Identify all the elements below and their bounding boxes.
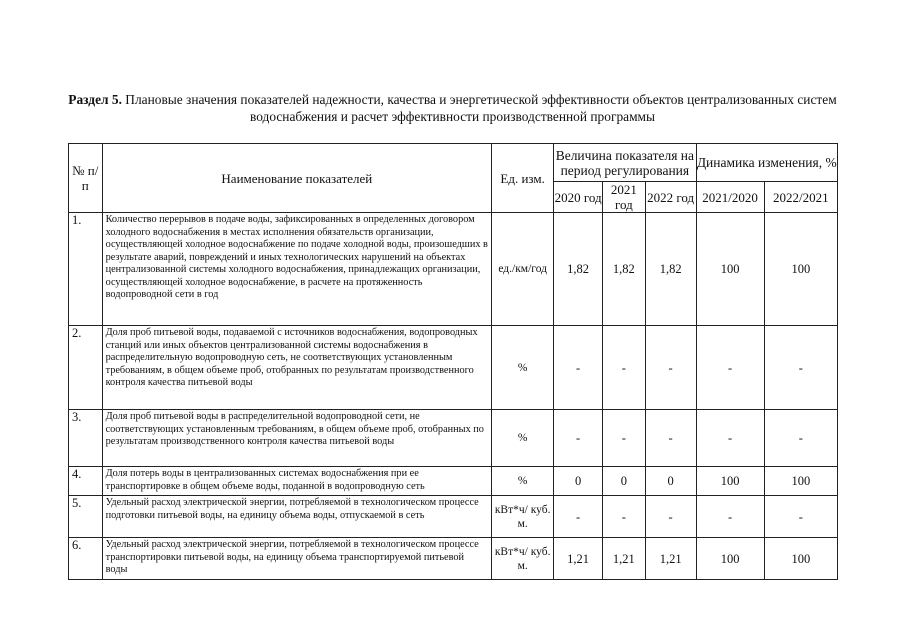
row-value-2020: - [554,410,603,467]
row-unit: % [492,467,554,496]
row-dynamics-2: - [764,410,837,467]
row-value-2020: 1,21 [554,538,603,580]
row-num: 4. [69,467,103,496]
row-value-2021: - [602,326,645,410]
table-row [69,326,838,410]
section-title-bold: Раздел 5. [68,92,122,107]
row-dynamics-1: - [696,326,764,410]
header-period: Величина показателя на период регулирования [554,144,696,182]
row-value-2022: - [645,326,696,410]
header-name: Наименование показателей [102,144,492,213]
header-dynamics-2: 2022/2021 [764,182,837,213]
row-value-2021: - [602,410,645,467]
table-row [69,538,838,580]
row-dynamics-1: 100 [696,467,764,496]
header-year-2020: 2020 год [554,182,603,213]
table-row [69,213,838,326]
row-num: 2. [69,326,103,410]
indicators-table [68,143,838,580]
row-num: 1. [69,213,103,326]
row-dynamics-2: - [764,326,837,410]
row-value-2020: - [554,496,603,538]
header-year-2021: 2021 год [602,182,645,213]
row-name: Доля проб питьевой воды, подаваемой с источников водоснабжения, водопроводных станций или иных объектов централизованной системы водоснабжения в распределительную водопроводную сеть, не соответствующих установленным требованиям, в общем объеме проб, отобранных по результатам производственного контроля качества питьевой воды [102,326,492,410]
section-title [60,91,845,125]
section-title-text: Плановые значения показателей надежности, качества и энергетической эффективности объектов централизованных систем водоснабжения и расчет эффективности производственной программы [121,92,837,124]
header-dynamics-1: 2021/2020 [696,182,764,213]
header-year-2022: 2022 год [645,182,696,213]
row-value-2020: 1,82 [554,213,603,326]
row-value-2022: 0 [645,467,696,496]
table-row [69,467,838,496]
row-num: 3. [69,410,103,467]
row-value-2021: - [602,496,645,538]
row-value-2022: - [645,410,696,467]
row-value-2020: - [554,326,603,410]
row-dynamics-2: 100 [764,213,837,326]
row-dynamics-2: 100 [764,467,837,496]
row-num: 5. [69,496,103,538]
row-unit: % [492,326,554,410]
row-value-2022: - [645,496,696,538]
header-num: № п/п [69,144,103,213]
row-name: Количество перерывов в подаче воды, зафиксированных в определенных договором холодного водоснабжения в местах исполнения обязательств организации, осуществляющей холодное водоснабжение по подаче холодной воды, произошедших в результате аварий, повреждений и иных технологических нарушений на объектах централизованной системы холодного водоснабжения, принадлежащих организации, осуществляющей холодное водоснабжение, в расчете на протяженность водопроводной сети в год [102,213,492,326]
header-dynamics: Динамика изменения, % [696,144,837,182]
row-value-2021: 0 [602,467,645,496]
row-value-2021: 1,21 [602,538,645,580]
row-dynamics-2: 100 [764,538,837,580]
row-unit: кВт*ч/ куб. м. [492,496,554,538]
row-value-2021: 1,82 [602,213,645,326]
table-row [69,496,838,538]
row-dynamics-1: 100 [696,213,764,326]
row-unit: кВт*ч/ куб. м. [492,538,554,580]
row-name: Удельный расход электрической энергии, потребляемой в технологическом процессе транспортировки питьевой воды, на единицу объема транспортируемой питьевой воды [102,538,492,580]
row-dynamics-1: 100 [696,538,764,580]
row-value-2022: 1,82 [645,213,696,326]
row-name: Удельный расход электрической энергии, потребляемой в технологическом процессе подготовки питьевой воды, на единицу объема воды, отпускаемой в сеть [102,496,492,538]
row-name: Доля проб питьевой воды в распределительной водопроводной сети, не соответствующих установленным требованиям, в общем объеме проб, отобранных по результатам производственного контроля качества питьевой воды [102,410,492,467]
table-row [69,410,838,467]
header-unit: Ед. изм. [492,144,554,213]
row-value-2022: 1,21 [645,538,696,580]
row-dynamics-1: - [696,410,764,467]
row-unit: % [492,410,554,467]
row-value-2020: 0 [554,467,603,496]
row-name: Доля потерь воды в централизованных системах водоснабжения при ее транспортировке в общем объеме воды, поданной в водопроводную сеть [102,467,492,496]
row-dynamics-1: - [696,496,764,538]
row-unit: ед./км/год [492,213,554,326]
row-dynamics-2: - [764,496,837,538]
row-num: 6. [69,538,103,580]
